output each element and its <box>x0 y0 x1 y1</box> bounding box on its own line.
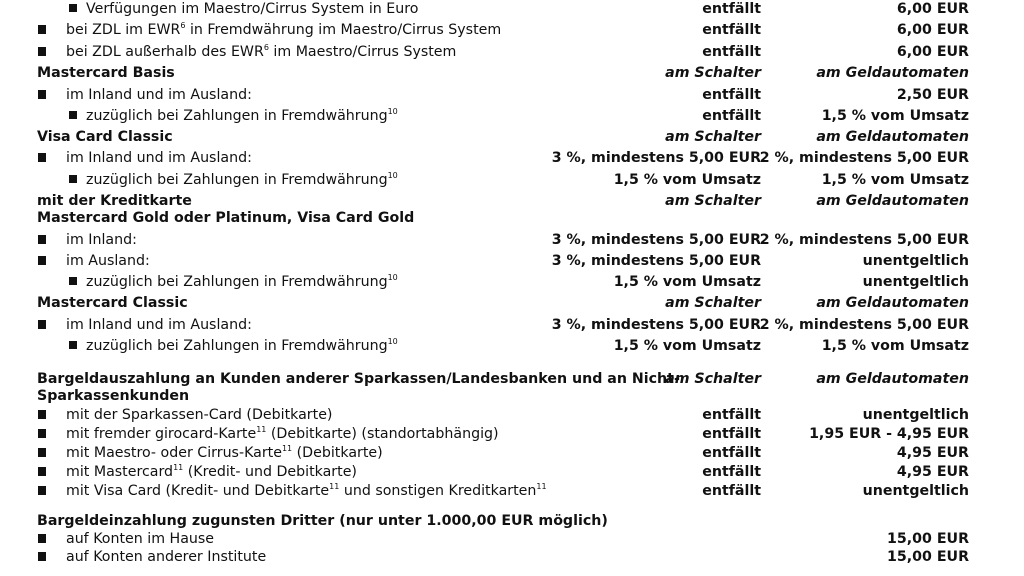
fee-value-schalter: 1,5 % vom Umsatz <box>613 338 761 354</box>
fee-label: auf Konten anderer Institute <box>66 549 267 565</box>
fee-label: im Inland und im Ausland: <box>66 87 252 103</box>
fee-value-schalter: 3 %, mindestens 5,00 EUR <box>551 150 761 166</box>
fee-value-geldautomat: 4,95 EUR <box>896 464 969 480</box>
column-header-schalter: am Schalter <box>665 129 761 145</box>
section-heading: Bargeldauszahlung an Kunden anderer Sparkassen/Landesbanken und an Nicht- <box>37 371 680 387</box>
fee-row <box>0 230 1024 250</box>
section-heading: Mastercard Classic <box>37 295 188 311</box>
column-header-geldautomat: am Geldautomaten <box>816 193 969 209</box>
fee-value-geldautomat: 2 %, mindestens 5,00 EUR <box>759 150 969 166</box>
section-heading: mit der Kreditkarte <box>37 193 192 209</box>
footnote-marker: 10 <box>387 273 398 282</box>
column-header-geldautomat: am Geldautomaten <box>816 295 969 311</box>
square-bullet-icon <box>38 320 46 329</box>
footnote-marker: 10 <box>387 171 398 180</box>
fee-label: zuzüglich bei Zahlungen in Fremdwährung$^{10}$ <box>86 107 398 124</box>
fee-value-geldautomat: 1,5 % vom Umsatz <box>821 338 969 354</box>
fee-label: im Inland: <box>66 232 137 248</box>
square-bullet-icon <box>38 47 46 56</box>
fee-value-geldautomat: 4,95 EUR <box>896 445 969 461</box>
square-bullet-icon <box>38 235 46 244</box>
fee-label: bei ZDL außerhalb des EWR$^6$ im Maestro/Cirrus System <box>66 43 457 60</box>
section-heading: Sparkassenkunden <box>37 388 190 404</box>
fee-value-geldautomat: 1,5 % vom Umsatz <box>821 108 969 124</box>
column-header-schalter: am Schalter <box>665 371 761 387</box>
fee-value-schalter: 1,5 % vom Umsatz <box>613 274 761 290</box>
square-bullet-icon <box>38 552 46 561</box>
fee-value-schalter: 1,5 % vom Umsatz <box>613 172 761 188</box>
fee-row <box>0 0 1024 19</box>
fee-row <box>0 42 1024 62</box>
fee-value-schalter: entfällt <box>702 22 761 38</box>
fee-row <box>0 315 1024 335</box>
square-bullet-icon <box>38 90 46 99</box>
fee-label: mit Maestro- oder Cirrus-Karte$^{11}$ (Debitkarte) <box>66 444 383 461</box>
section-heading-row <box>0 511 1024 531</box>
square-bullet-icon <box>69 175 77 183</box>
fee-label: im Inland und im Ausland: <box>66 150 252 166</box>
square-bullet-icon <box>69 4 77 12</box>
fee-value-geldautomat: 6,00 EUR <box>896 22 969 38</box>
fee-label: mit Visa Card (Kredit- und Debitkarte$^{11}$ und sonstigen Kreditkarten$^{11}$ <box>66 482 547 499</box>
square-bullet-icon <box>69 277 77 285</box>
square-bullet-icon <box>38 486 46 495</box>
column-header-schalter: am Schalter <box>665 193 761 209</box>
square-bullet-icon <box>38 256 46 265</box>
fee-label: im Inland und im Ausland: <box>66 317 252 333</box>
fee-value-geldautomat: 15,00 EUR <box>887 531 969 547</box>
fee-label: mit fremder girocard-Karte$^{11}$ (Debitkarte) (standortabhängig) <box>66 425 499 442</box>
footnote-marker: 11 <box>173 463 184 472</box>
fee-row <box>0 462 1024 482</box>
square-bullet-icon <box>38 25 46 34</box>
section-heading: Mastercard Basis <box>37 65 175 81</box>
fee-label: im Ausland: <box>66 253 150 269</box>
fee-value-geldautomat: unentgeltlich <box>862 407 969 423</box>
footnote-marker: 11 <box>256 425 267 434</box>
fee-value-geldautomat: 6,00 EUR <box>896 1 969 17</box>
fee-value-schalter: 3 %, mindestens 5,00 EUR <box>551 232 761 248</box>
fee-row <box>0 405 1024 425</box>
fee-value-geldautomat: 2,50 EUR <box>896 87 969 103</box>
fee-row <box>0 170 1024 190</box>
fee-value-geldautomat: 2 %, mindestens 5,00 EUR <box>759 317 969 333</box>
fee-value-geldautomat: 2 %, mindestens 5,00 EUR <box>759 232 969 248</box>
square-bullet-icon <box>69 341 77 349</box>
footnote-marker: 10 <box>387 107 398 116</box>
fee-label: mit Mastercard$^{11}$ (Kredit- und Debitkarte) <box>66 463 357 480</box>
footnote-marker: 11 <box>281 444 293 453</box>
square-bullet-icon <box>38 534 46 543</box>
fee-value-geldautomat: unentgeltlich <box>862 274 969 290</box>
section-heading-row <box>0 293 1024 313</box>
fee-value-schalter: entfällt <box>702 464 761 480</box>
square-bullet-icon <box>38 429 46 438</box>
fee-value-geldautomat: 15,00 EUR <box>887 549 969 565</box>
fee-label: auf Konten im Hause <box>66 531 214 547</box>
square-bullet-icon <box>38 410 46 419</box>
fee-value-schalter: entfällt <box>702 87 761 103</box>
footnote-marker: 6 <box>263 43 269 52</box>
fee-row <box>0 547 1024 567</box>
section-heading-row <box>0 127 1024 147</box>
section-heading-row <box>0 386 1024 406</box>
fee-value-geldautomat: 6,00 EUR <box>896 44 969 60</box>
fee-value-geldautomat: 1,5 % vom Umsatz <box>821 172 969 188</box>
fee-value-schalter: entfällt <box>702 108 761 124</box>
column-header-schalter: am Schalter <box>665 295 761 311</box>
fee-value-geldautomat: 1,95 EUR - 4,95 EUR <box>809 426 969 442</box>
fee-value-schalter: entfällt <box>702 407 761 423</box>
fee-value-schalter: entfällt <box>702 1 761 17</box>
fee-row <box>0 443 1024 463</box>
fee-value-schalter: entfällt <box>702 445 761 461</box>
footnote-marker: 11 <box>536 482 547 491</box>
square-bullet-icon <box>69 111 77 119</box>
square-bullet-icon <box>38 153 46 162</box>
fee-value-schalter: 3 %, mindestens 5,00 EUR <box>551 317 761 333</box>
column-header-geldautomat: am Geldautomaten <box>816 371 969 387</box>
fee-label: Verfügungen im Maestro/Cirrus System in Euro <box>86 1 419 17</box>
column-header-schalter: am Schalter <box>665 65 761 81</box>
fee-row <box>0 85 1024 105</box>
section-heading: Bargeldeinzahlung zugunsten Dritter (nur unter 1.000,00 EUR möglich) <box>37 513 608 529</box>
fee-row <box>0 251 1024 271</box>
fee-label: zuzüglich bei Zahlungen in Fremdwährung$^{10}$ <box>86 273 398 290</box>
fee-value-geldautomat: unentgeltlich <box>862 483 969 499</box>
fee-value-schalter: entfällt <box>702 426 761 442</box>
fee-value-schalter: 3 %, mindestens 5,00 EUR <box>551 253 761 269</box>
fee-label: zuzüglich bei Zahlungen in Fremdwährung$^{10}$ <box>86 171 398 188</box>
fee-label: zuzüglich bei Zahlungen in Fremdwährung$^{10}$ <box>86 337 398 354</box>
fee-value-schalter: entfällt <box>702 44 761 60</box>
fee-label: mit der Sparkassen-Card (Debitkarte) <box>66 407 333 423</box>
fee-row <box>0 148 1024 168</box>
fee-row <box>0 106 1024 126</box>
section-heading-row <box>0 63 1024 83</box>
fee-row <box>0 481 1024 501</box>
footnote-marker: 6 <box>180 21 186 30</box>
section-heading: Mastercard Gold oder Platinum, Visa Card Gold <box>37 210 415 226</box>
square-bullet-icon <box>38 467 46 476</box>
fee-value-schalter: entfällt <box>702 483 761 499</box>
fee-row <box>0 336 1024 356</box>
footnote-marker: 10 <box>387 337 398 346</box>
section-heading: Visa Card Classic <box>37 129 173 145</box>
footnote-marker: 11 <box>329 482 340 491</box>
fee-row <box>0 529 1024 549</box>
fee-label: bei ZDL im EWR$^6$ in Fremdwährung im Maestro/Cirrus System <box>66 21 502 38</box>
square-bullet-icon <box>38 448 46 457</box>
fee-row <box>0 272 1024 292</box>
column-header-geldautomat: am Geldautomaten <box>816 65 969 81</box>
fee-row <box>0 20 1024 40</box>
fee-value-geldautomat: unentgeltlich <box>862 253 969 269</box>
section-heading-row <box>0 208 1024 228</box>
column-header-geldautomat: am Geldautomaten <box>816 129 969 145</box>
fee-row <box>0 424 1024 444</box>
